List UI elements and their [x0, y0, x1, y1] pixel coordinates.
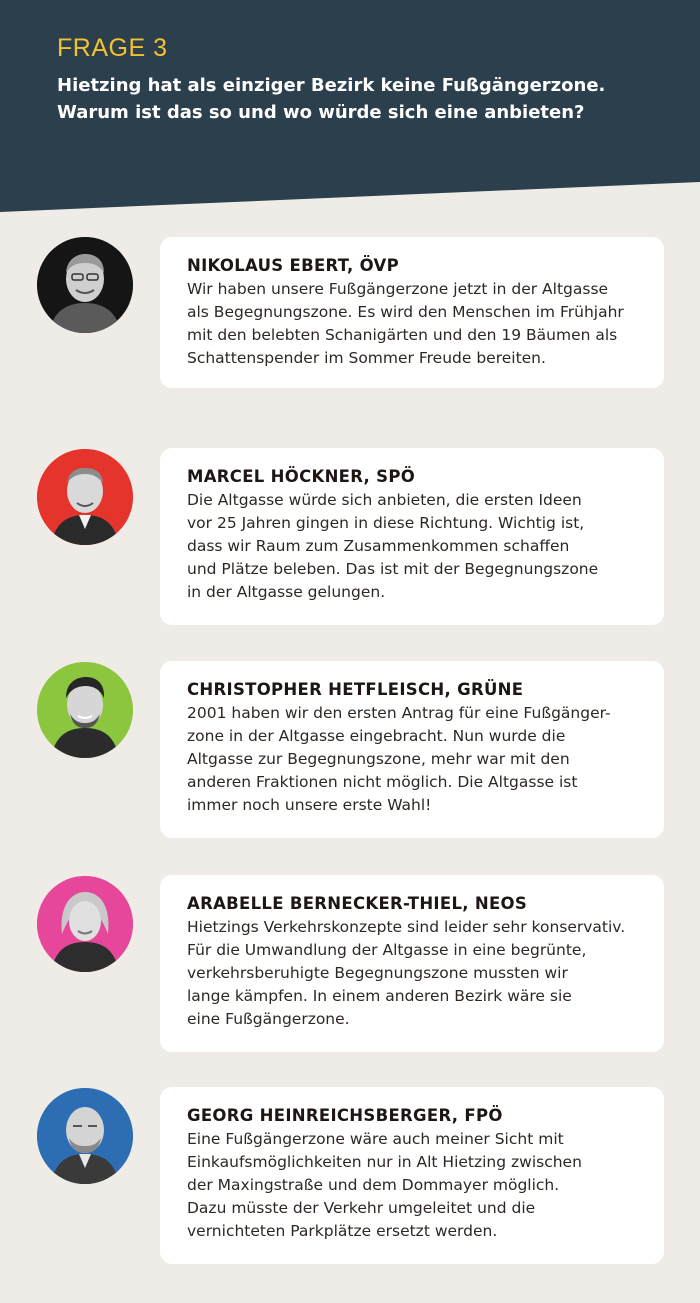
portrait-icon	[37, 449, 133, 545]
answer-text-heinreichsberger	[187, 1128, 652, 1243]
portrait-icon	[37, 1088, 133, 1184]
answer-line: Eine Fußgängerzone wäre auch meiner Sicht mit	[187, 1130, 564, 1148]
answer-line: Wir haben unsere Fußgängerzone jetzt in der Altgasse	[187, 280, 609, 298]
answer-line: Einkaufsmöglichkeiten nur in Alt Hietzing zwischen	[187, 1153, 582, 1171]
answer-line: Altgasse zur Begegnungszone, mehr war mit den	[187, 750, 570, 768]
answer-line: Hietzings Verkehrskonzepte sind leider sehr konservativ.	[187, 918, 626, 936]
answer-text-ebert	[187, 278, 652, 370]
answer-text-bernecker-thiel	[187, 916, 652, 1031]
answer-name-ebert: NIKOLAUS EBERT, ÖVP	[187, 256, 399, 275]
answer-line: immer noch unsere erste Wahl!	[187, 796, 432, 814]
answer-card-hoeckner	[160, 448, 664, 625]
answer-line: Schattenspender im Sommer Freude bereiten.	[187, 349, 546, 367]
answer-line: Die Altgasse würde sich anbieten, die ersten Ideen	[187, 491, 582, 509]
answer-line: vor 25 Jahren gingen in diese Richtung. Wichtig ist,	[187, 514, 585, 532]
avatar-hetfleisch	[37, 662, 133, 758]
answer-line: als Begegnungszone. Es wird den Menschen im Frühjahr	[187, 303, 624, 321]
answer-line: in der Altgasse gelungen.	[187, 583, 386, 601]
answer-line: 2001 haben wir den ersten Antrag für eine Fußgänger-	[187, 704, 611, 722]
question-label: FRAGE 3	[57, 34, 168, 62]
answer-name-heinreichsberger: GEORG HEINREICHSBERGER, FPÖ	[187, 1106, 503, 1125]
answer-text-hetfleisch	[187, 702, 652, 817]
answer-name-hetfleisch: CHRISTOPHER HETFLEISCH, GRÜNE	[187, 680, 524, 699]
answer-line: und Plätze beleben. Das ist mit der Begegnungszone	[187, 560, 599, 578]
answer-line: der Maxingstraße und dem Dommayer möglich.	[187, 1176, 560, 1194]
answer-line: mit den belebten Schanigärten und den 19 Bäumen als	[187, 326, 618, 344]
avatar-hoeckner	[37, 449, 133, 545]
answer-card-bernecker-thiel	[160, 875, 664, 1052]
answer-name-hoeckner: MARCEL HÖCKNER, SPÖ	[187, 467, 416, 486]
answer-line: verkehrsberuhigte Begegnungszone mussten wir	[187, 964, 568, 982]
answer-line: lange kämpfen. In einem anderen Bezirk wäre sie	[187, 987, 572, 1005]
portrait-icon	[37, 876, 133, 972]
avatar-ebert	[37, 237, 133, 333]
question-text: Hietzing hat als einziger Bezirk keine Fußgängerzone. Warum ist das so und wo würde sich eine anbieten?	[57, 75, 606, 123]
answer-line: eine Fußgängerzone.	[187, 1010, 350, 1028]
answer-line: Dazu müsste der Verkehr umgeleitet und die	[187, 1199, 536, 1217]
answer-line: vernichteten Parkplätze ersetzt werden.	[187, 1222, 498, 1240]
answer-name-bernecker-thiel: ARABELLE BERNECKER-THIEL, NEOS	[187, 894, 528, 913]
answer-line: Für die Umwandlung der Altgasse in eine begrünte,	[187, 941, 587, 959]
portrait-icon	[37, 662, 133, 758]
answer-card-heinreichsberger	[160, 1087, 664, 1264]
answer-line: zone in der Altgasse eingebracht. Nun wurde die	[187, 727, 566, 745]
answer-card-ebert	[160, 237, 664, 388]
avatar-bernecker-thiel	[37, 876, 133, 972]
answer-line: anderen Fraktionen nicht möglich. Die Altgasse ist	[187, 773, 578, 791]
avatar-heinreichsberger	[37, 1088, 133, 1184]
answer-card-hetfleisch	[160, 661, 664, 838]
answer-text-hoeckner	[187, 489, 652, 604]
portrait-icon	[37, 237, 133, 333]
answer-line: dass wir Raum zum Zusammenkommen schaffen	[187, 537, 570, 555]
